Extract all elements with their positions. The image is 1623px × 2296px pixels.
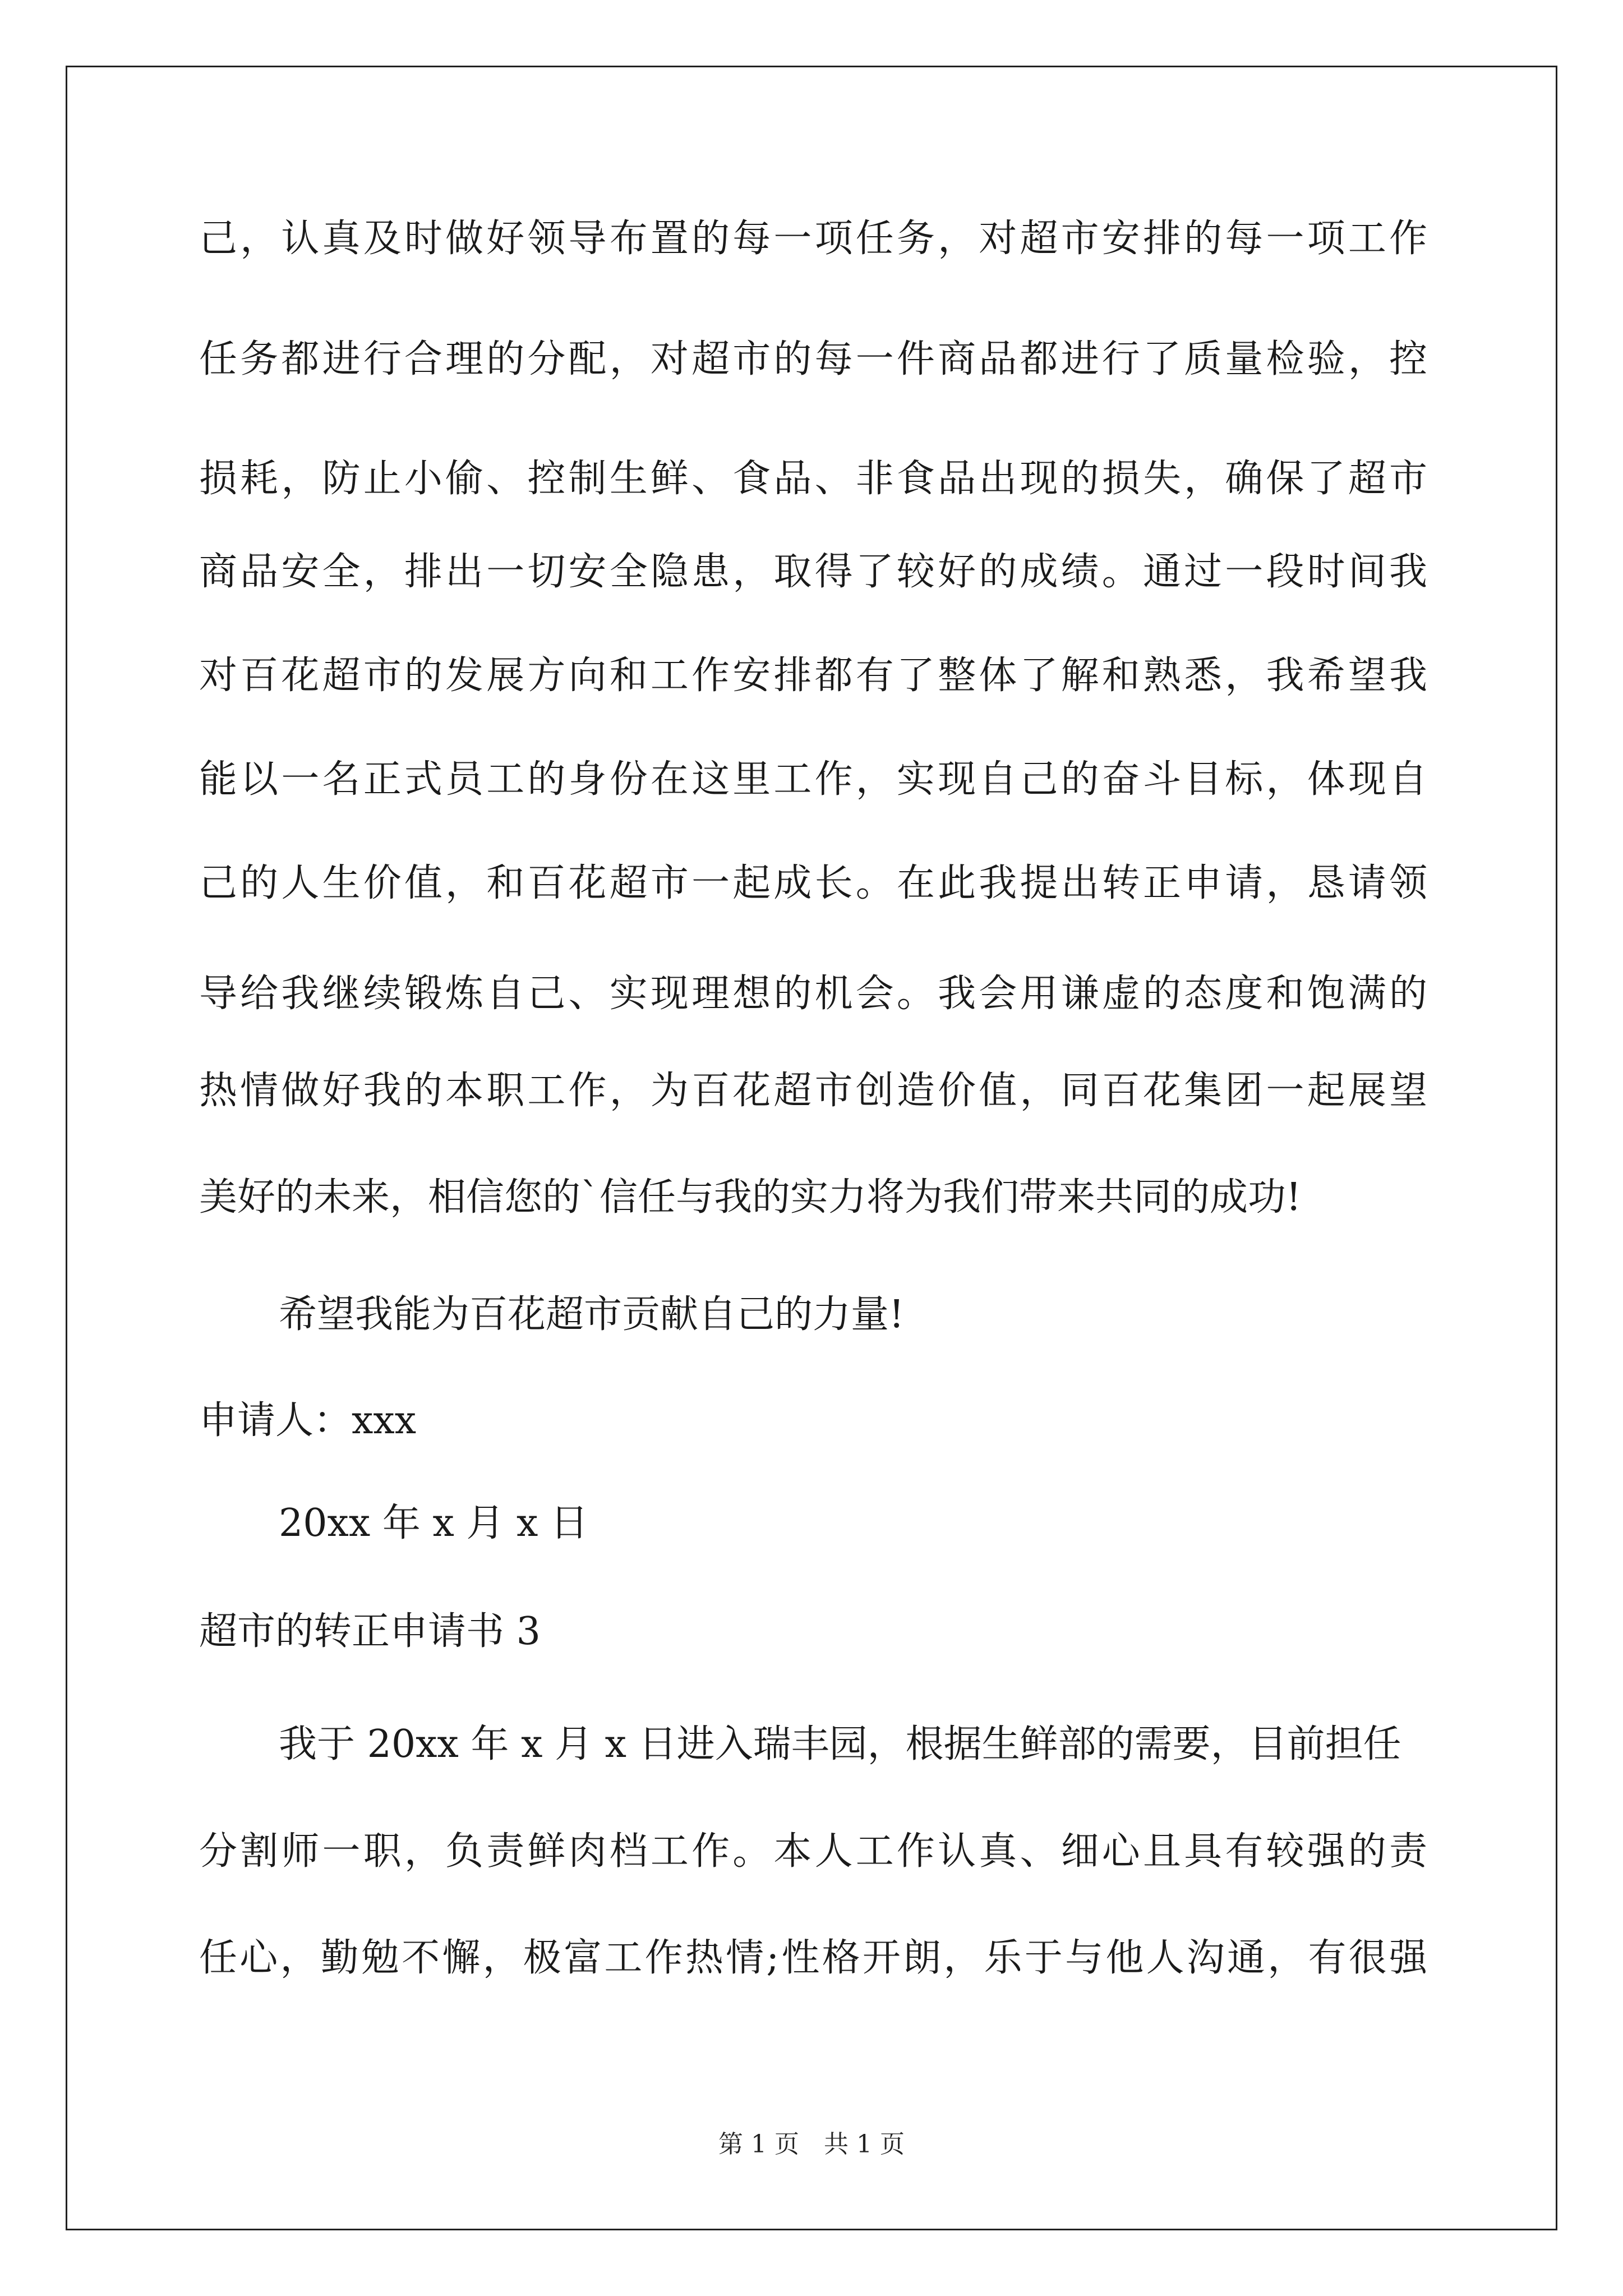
body-line-7: 己的人生价值，和百花超市一起成长。在此我提出转正申请，恳请领 [199, 861, 1427, 905]
body-line-10: 美好的未来，相信您的`信任与我的实力将为我们带来共同的成功! [199, 1175, 1302, 1220]
page-footer: 第 1 页 共 1 页 [718, 2130, 905, 2159]
section-title: 超市的转正申请书 3 [199, 1609, 541, 1654]
body-line-3: 损耗，防止小偷、控制生鲜、食品、非食品出现的损失，确保了超市 [199, 457, 1427, 501]
body-line-9: 热情做好我的本职工作，为百花超市创造价值，同百花集团一起展望 [199, 1069, 1427, 1113]
applicant-line: 申请人：xxx [199, 1398, 417, 1443]
body-line-13: 任心，勤勉不懈，极富工作热情;性格开朗，乐于与他人沟通，有很强 [199, 1936, 1427, 1980]
closing-paragraph: 希望我能为百花超市贡献自己的力量! [279, 1292, 905, 1337]
body-line-4: 商品安全，排出一切安全隐患，取得了较好的成绩。通过一段时间我 [199, 550, 1427, 594]
body-line-5: 对百花超市的发展方向和工作安排都有了整体了解和熟悉，我希望我 [199, 654, 1427, 698]
body-line-8: 导给我继续锻炼自己、实现理想的机会。我会用谦虚的态度和饱满的 [199, 972, 1427, 1016]
body-line-1: 己，认真及时做好领导布置的每一项任务，对超市安排的每一项工作 [199, 217, 1427, 261]
date-line: 20xx 年 x 月 x 日 [279, 1501, 589, 1545]
body-line-12: 分割师一职，负责鲜肉档工作。本人工作认真、细心且具有较强的责 [199, 1829, 1427, 1874]
page-border [66, 66, 1557, 2230]
body-line-2: 任务都进行合理的分配，对超市的每一件商品都进行了质量检验，控 [199, 337, 1427, 381]
body-line-11: 我于 20xx 年 x 月 x 日进入瑞丰园，根据生鲜部的需要，目前担任 [279, 1722, 1401, 1766]
body-line-6: 能以一名正式员工的身份在这里工作，实现自己的奋斗目标，体现自 [199, 757, 1427, 802]
